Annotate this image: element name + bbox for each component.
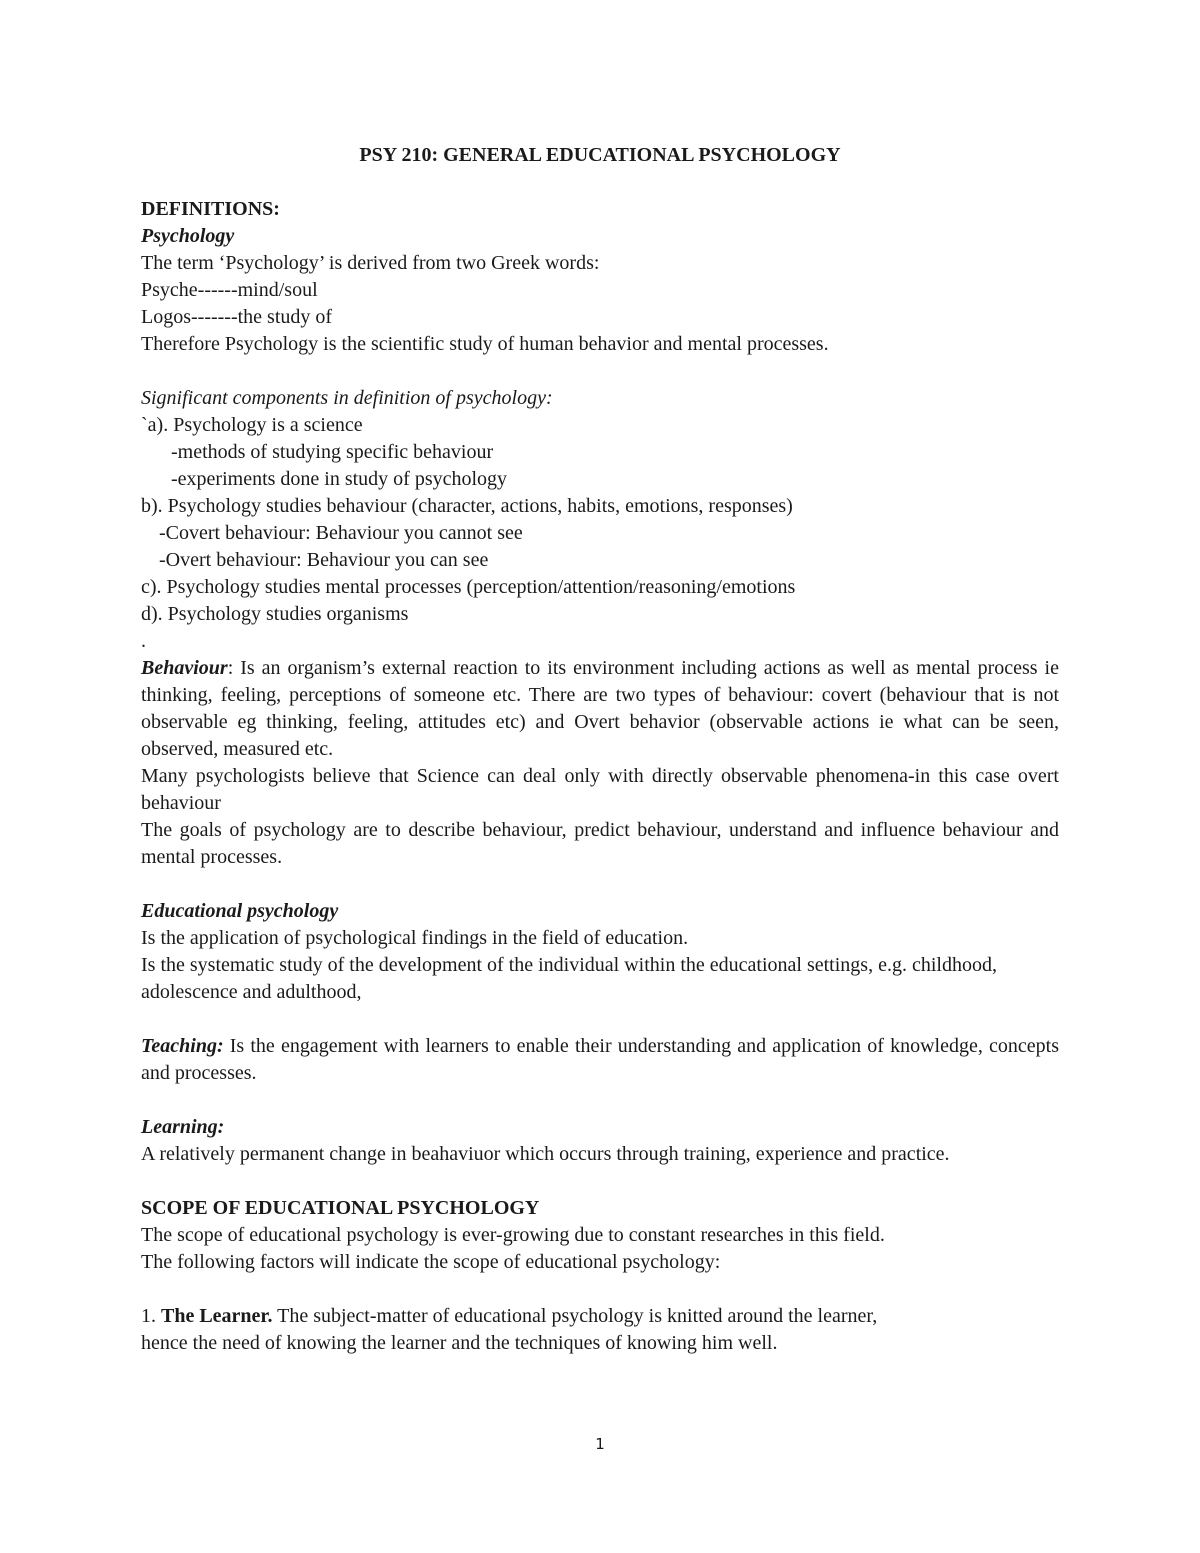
scope-item-1: [141, 1303, 1059, 1330]
definition-line: Psyche------mind/soul: [141, 279, 318, 301]
behaviour-paragraph-2: Many psychologists believe that Science can deal only with directly observable phenomena-in this case overt behaviour: [141, 765, 1059, 814]
behaviour-paragraph: [141, 655, 1059, 763]
spacer: [141, 1087, 1059, 1114]
educational-psychology-heading: Educational psychology: [141, 900, 339, 922]
learning-definition: A relatively permanent change in beahaviuor which occurs through training, experience and practice.: [141, 1143, 950, 1165]
scope-line: The following factors will indicate the scope of educational psychology:: [141, 1251, 721, 1273]
spacer: [141, 1276, 1059, 1303]
document-page: [141, 130, 1059, 1357]
teaching-definition: Is the engagement with learners to enable their understanding and application of knowledge, concepts and processes.: [141, 1035, 1059, 1084]
behaviour-term: Behaviour: [141, 657, 228, 679]
scope-item-term: The Learner.: [161, 1305, 273, 1327]
component-b: b). Psychology studies behaviour (character, actions, habits, emotions, responses): [141, 495, 793, 517]
scope-item-number: 1.: [141, 1305, 161, 1327]
psychology-heading: Psychology: [141, 225, 235, 247]
teaching-paragraph: [141, 1033, 1059, 1087]
definition-line: The term ‘Psychology’ is derived from two Greek words:: [141, 252, 600, 274]
component-d: d). Psychology studies organisms: [141, 603, 409, 625]
spacer: [141, 1006, 1059, 1033]
spacer: [141, 1168, 1059, 1195]
component-b-sub: -Covert behaviour: Behaviour you cannot see: [159, 522, 523, 544]
educational-psychology-line: Is the systematic study of the development of the individual within the educational settings, e.g. childhood, adolescence and adulthood,: [141, 954, 997, 1003]
component-a-sub: -experiments done in study of psychology: [171, 468, 508, 490]
definition-line: Therefore Psychology is the scientific study of human behavior and mental processes.: [141, 333, 829, 355]
component-a-sub: -methods of studying specific behaviour: [171, 441, 494, 463]
scope-item-text: The subject-matter of educational psychology is knitted around the learner,: [272, 1305, 878, 1327]
stray-dot: .: [141, 630, 146, 652]
page-number: 1: [595, 1435, 605, 1453]
teaching-term: Teaching:: [141, 1035, 224, 1057]
behaviour-definition: : Is an organism’s external reaction to its environment including actions as well as mental process ie thinking, feeling, perceptions of someone etc. There are two types of behaviour: covert (behaviour that is not observable eg thinking, feeling, attitudes etc) and Overt behavior (observable actions ie what can be seen, observed, measured etc.: [141, 657, 1059, 760]
scope-item-1-continued: hence the need of knowing the learner and the techniques of knowing him well.: [141, 1332, 778, 1354]
component-a: `a). Psychology is a science: [141, 414, 363, 436]
scope-heading: SCOPE OF EDUCATIONAL PSYCHOLOGY: [141, 1197, 540, 1219]
behaviour-paragraph-3: The goals of psychology are to describe behaviour, predict behaviour, understand and influence behaviour and mental processes.: [141, 819, 1059, 868]
educational-psychology-line: Is the application of psychological findings in the field of education.: [141, 927, 689, 949]
definition-line: Logos-------the study of: [141, 306, 333, 328]
component-c: c). Psychology studies mental processes (perception/attention/reasoning/emotions: [141, 576, 796, 598]
document-title: PSY 210: GENERAL EDUCATIONAL PSYCHOLOGY: [359, 144, 841, 166]
scope-line: The scope of educational psychology is ever-growing due to constant researches in this field.: [141, 1224, 885, 1246]
component-b-sub: -Overt behaviour: Behaviour you can see: [159, 549, 489, 571]
components-heading: Significant components in definition of psychology:: [141, 387, 553, 409]
definitions-heading: DEFINITIONS:: [141, 198, 280, 220]
spacer: [141, 358, 1059, 385]
learning-term: Learning:: [141, 1116, 225, 1138]
spacer: [141, 871, 1059, 898]
